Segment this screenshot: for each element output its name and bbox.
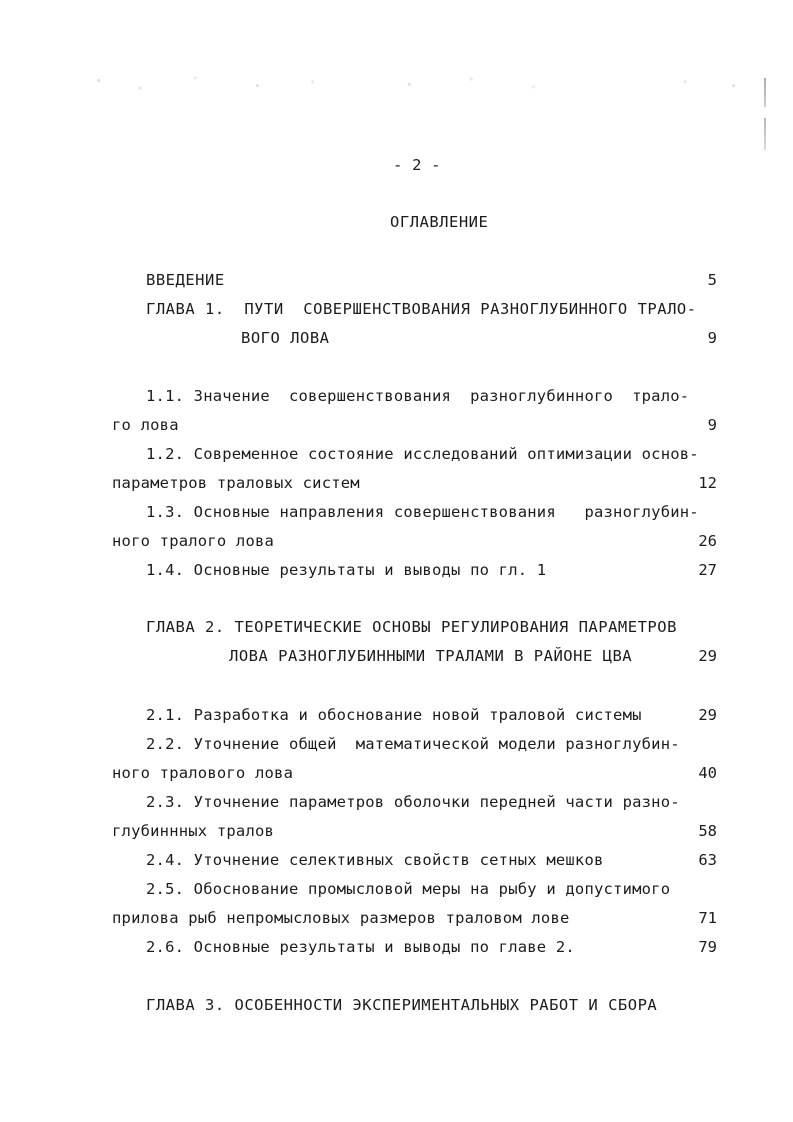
toc-entry-text: 2.4. Уточнение селективных свойств сетных мешков (146, 851, 604, 869)
toc-entry-text: ГЛАВА 3. ОСОБЕННОСТИ ЭКСПЕРИМЕНТАЛЬНЫХ РАБОТ И СБОРА (146, 996, 658, 1014)
toc-entry-page: 29 (698, 647, 717, 665)
toc-entry-page: 27 (698, 561, 717, 579)
toc-entry-page: 5 (707, 271, 717, 289)
toc-heading: ОГЛАВЛЕНИЕ (390, 213, 489, 231)
toc-entry-text: ного тралового лова (112, 764, 294, 782)
toc-entry-text: ГЛАВА 1. ПУТИ СОВЕРШЕНСТВОВАНИЯ РАЗНОГЛУБИННОГО ТРАЛО- (146, 300, 697, 318)
toc-entry-text: 2.6. Основные результаты и выводы по главе 2. (146, 938, 575, 956)
toc-entry-text: ЛОВА РАЗНОГЛУБИННЫМИ ТРАЛАМИ В РАЙОНЕ ЦВА (229, 647, 633, 665)
toc-entry-text: 1.1. Значение совершенствования разноглубинного трало- (146, 387, 690, 405)
scan-edge-mark (764, 78, 766, 150)
toc-entry-text: 1.3. Основные направления совершенствования разноглубин- (146, 503, 699, 521)
toc-entry-page: 26 (698, 532, 717, 550)
toc-entry-text: ВВЕДЕНИЕ (146, 271, 225, 289)
toc-entry-page: 58 (698, 822, 717, 840)
toc-entry-text: 2.2. Уточнение общей математической модели разноглубин- (146, 735, 680, 753)
toc-entry-text: 2.3. Уточнение параметров оболочки передней части разно- (146, 793, 680, 811)
scan-noise (78, 70, 768, 96)
toc-entry-page: 12 (698, 474, 717, 492)
toc-entry-text: го лова (112, 416, 179, 434)
toc-entry-text: ВОГО ЛОВА (241, 329, 330, 347)
toc-entry-text: 2.1. Разработка и обоснование новой траловой системы (146, 706, 642, 724)
toc-entry-text: 2.5. Обоснование промысловой меры на рыбу и допустимого (146, 880, 671, 898)
page-number: - 2 - (393, 156, 441, 174)
toc-entry-text: глубиннных тралов (112, 822, 275, 840)
toc-entry-page: 9 (707, 329, 717, 347)
toc-entry-page: 9 (707, 416, 717, 434)
toc-entry-page: 40 (698, 764, 717, 782)
toc-entry-text: 1.2. Современное состояние исследований оптимизации основ- (146, 445, 699, 463)
toc-entry-text: ГЛАВА 2. ТЕОРЕТИЧЕСКИЕ ОСНОВЫ РЕГУЛИРОВАНИЯ ПАРАМЕТРОВ (146, 618, 677, 636)
toc-entry-page: 63 (698, 851, 717, 869)
toc-entry-page: 29 (698, 706, 717, 724)
toc-entry-page: 79 (698, 938, 717, 956)
toc-entry-page: 71 (698, 909, 717, 927)
toc-entry-text: параметров траловых систем (112, 474, 360, 492)
toc-entry-text: ного тралого лова (112, 532, 275, 550)
toc-entry-text: прилова рыб непромысловых размеров траловом лове (112, 909, 570, 927)
toc-entry-text: 1.4. Основные результаты и выводы по гл. 1 (146, 561, 547, 579)
